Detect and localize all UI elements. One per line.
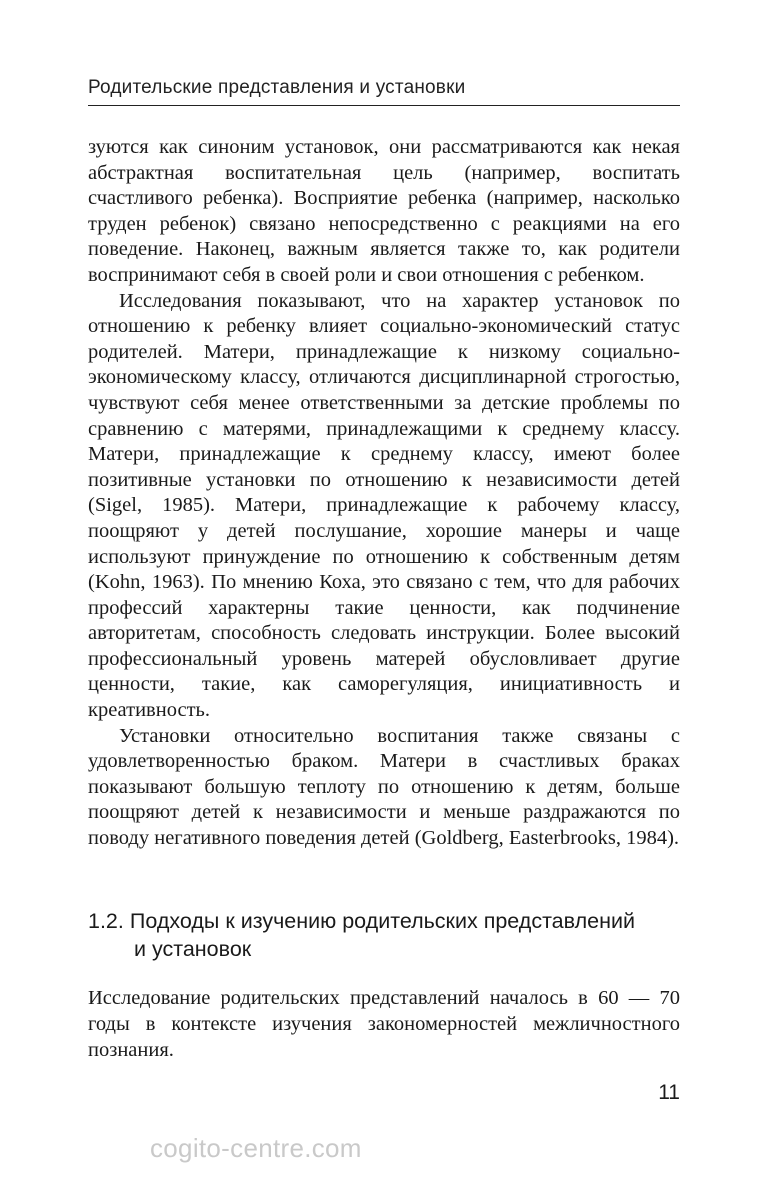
running-title: Родительские представления и установки	[88, 77, 466, 98]
paragraph-research: Исследования показывают, что на характер установок по отношению к ребенку влияет социально-экономический статус родителей. Матери, принадлежащие к низкому социально-экономическому классу, отличаются дисциплинарной строгостью, чувствуют себя менее ответственными за детские проблемы по сравнению с матерями, принадлежащими к среднему классу. Матери, принадлежащие к среднему классу, имеют более позитивные установки по отношению к независимости детей (Sigel, 1985). Матери, принадлежащие к рабочему классу, поощряют у детей послушание, хорошие манеры и чаще используют принуждение по отношению к собственным детям (Kohn, 1963). По мнению Коха, это связано с тем, что для рабочих профессий характерны такие ценности, как подчинение авторитетам, способность следовать инструкции. Более высокий профессиональный уровень матерей обусловливает другие ценности, такие, как саморегуляция, инициативность и креативность.	[88, 289, 680, 722]
header-divider	[88, 105, 680, 106]
main-text	[88, 135, 680, 852]
paragraph-marriage: Установки относительно воспитания также связаны с удовлетворенностью браком. Матери в счастливых браках показывают большую теплоту по отношению к детям, больше поощряют детей к независимости и меньше раздражаются по поводу негативного поведения детей (Goldberg, Easterbrooks, 1984).	[88, 724, 680, 850]
paragraph-continued: зуются как синоним установок, они рассматриваются как некая абстрактная воспитательная цель (например, воспитать счастливого ребенка). Восприятие ребенка (например, насколько труден ребенок) связано непосредственно с реакциями на его поведение. Наконец, важным является также то, как родители воспринимают себя в своей роли и свои отношения с ребенком.	[88, 136, 680, 286]
page-number: 11	[658, 1081, 680, 1104]
section-number: 1.2.	[88, 909, 124, 933]
watermark: cogito-centre.com	[150, 1133, 362, 1163]
paragraph-section-intro: Исследование родительских представлений началось в 60 — 70 годы в контексте изучения закономерностей межличностного познания.	[88, 987, 680, 1061]
section-text	[88, 985, 680, 1063]
section-title-line2: и установок	[134, 937, 252, 961]
section-title-line1: Подходы к изучению родительских представлений	[129, 909, 635, 933]
section-heading	[88, 907, 680, 963]
